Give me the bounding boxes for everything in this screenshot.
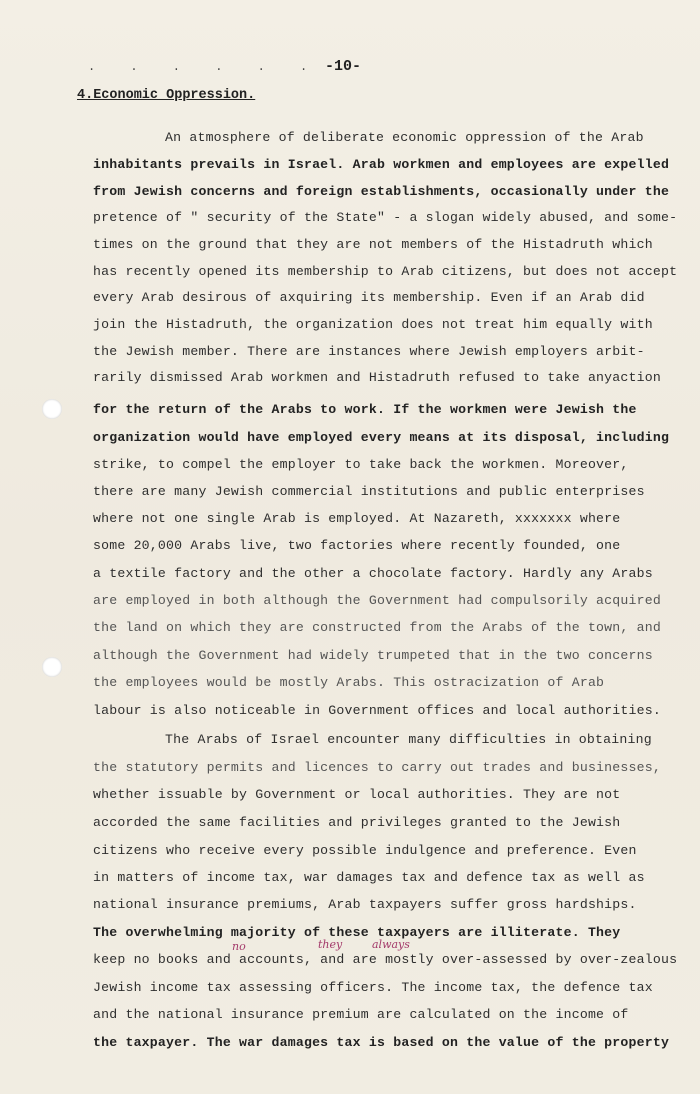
text-line: there are many Jewish commercial institutions and public enterprises: [93, 484, 645, 499]
text-line: national insurance premiums, Arab taxpayers suffer gross hardships.: [93, 897, 637, 912]
text-line: strike, to compel the employer to take back the workmen. Moreover,: [93, 457, 629, 472]
text-line: keep no books and accounts, and are mostly over-assessed by over-zealous: [93, 952, 678, 967]
text-line: the land on which they are constructed from the Arabs of the town, and: [93, 620, 661, 635]
text-line: inhabitants prevails in Israel. Arab workmen and employees are expelled: [93, 157, 670, 172]
text-line: rarily dismissed Arab workmen and Histadruth refused to take anyaction: [93, 370, 661, 385]
text-line: join the Histadruth, the organization does not treat him equally with: [93, 317, 653, 332]
text-line: some 20,000 Arabs live, two factories where recently founded, one: [93, 538, 621, 553]
page-number: -10-: [325, 58, 362, 75]
text-line: although the Government had widely trumpeted that in the two concerns: [93, 648, 653, 663]
punch-hole: [42, 399, 62, 419]
text-line: the Jewish member. There are instances where Jewish employers arbit-: [93, 344, 645, 359]
top-marks: . . . . . .: [88, 60, 322, 74]
text-line: labour is also noticeable in Government offices and local authorities.: [93, 703, 661, 718]
text-line: for the return of the Arabs to work. If the workmen were Jewish the: [93, 402, 637, 417]
text-line: The overwhelming majority of these taxpayers are illiterate. They: [93, 925, 621, 940]
text-line: the employees would be mostly Arabs. This ostracization of Arab: [93, 675, 605, 690]
text-line: are employed in both although the Government had compulsorily acquired: [93, 593, 661, 608]
text-line: has recently opened its membership to Arab citizens, but does not accept: [93, 264, 678, 279]
text-line: the taxpayer. The war damages tax is based on the value of the property: [93, 1035, 670, 1050]
text-line: a textile factory and the other a chocolate factory. Hardly any Arabs: [93, 566, 653, 581]
handwritten-annotation: always: [372, 938, 410, 951]
handwritten-annotation: no: [232, 940, 246, 953]
text-line: times on the ground that they are not members of the Histadruth which: [93, 237, 653, 252]
text-line: An atmosphere of deliberate economic oppression of the Arab: [165, 130, 644, 145]
text-line: citizens who receive every possible indulgence and preference. Even: [93, 843, 637, 858]
text-line: the statutory permits and licences to carry out trades and businesses,: [93, 760, 661, 775]
text-line: pretence of " security of the State" - a slogan widely abused, and some-: [93, 210, 678, 225]
text-line: accorded the same facilities and privileges granted to the Jewish: [93, 815, 621, 830]
text-line: whether issuable by Government or local authorities. They are not: [93, 787, 621, 802]
text-line: every Arab desirous of axquiring its membership. Even if an Arab did: [93, 290, 645, 305]
text-line: organization would have employed every means at its disposal, including: [93, 430, 670, 445]
handwritten-annotation: they: [318, 938, 343, 951]
section-heading: 4.Economic Oppression.: [77, 88, 256, 103]
text-line: The Arabs of Israel encounter many difficulties in obtaining: [165, 732, 652, 747]
punch-hole: [42, 657, 62, 677]
text-line: where not one single Arab is employed. At Nazareth, xxxxxxx where: [93, 511, 621, 526]
text-line: in matters of income tax, war damages tax and defence tax as well as: [93, 870, 645, 885]
text-line: from Jewish concerns and foreign establishments, occasionally under the: [93, 184, 670, 199]
text-line: and the national insurance premium are calculated on the income of: [93, 1007, 629, 1022]
text-line: Jewish income tax assessing officers. The income tax, the defence tax: [93, 980, 653, 995]
